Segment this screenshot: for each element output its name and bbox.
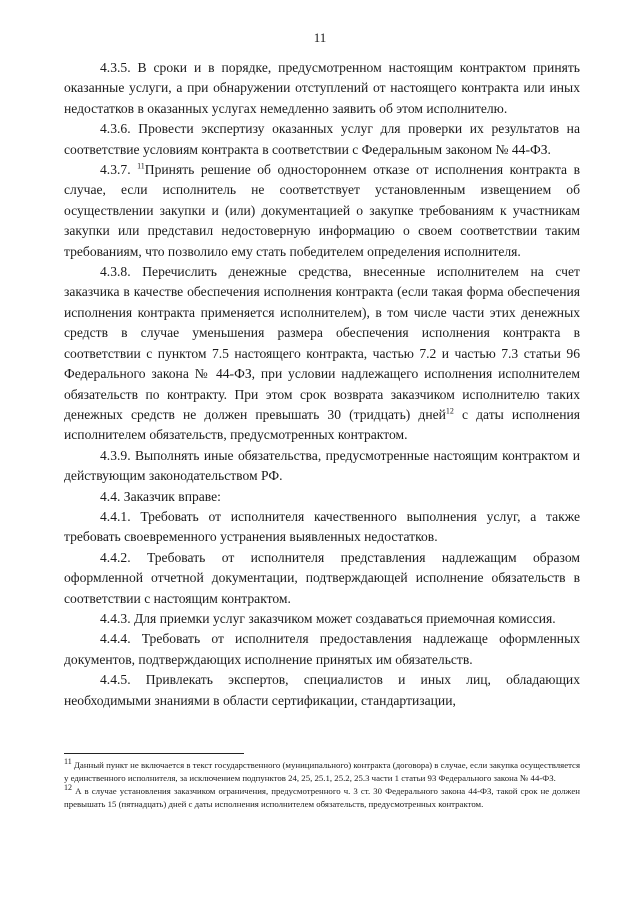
clause-4-4-5 (64, 670, 580, 711)
clause-text: 4.3.6. Провести экспертизу оказанных услуг для проверки их результатов на соответствие условиям контракта в соответствии с Федеральным законом № 44-ФЗ. (64, 121, 580, 157)
footnote-divider (64, 753, 244, 754)
clause-text: 4.3.8. Перечислить денежные средства, внесенные исполнителем на счет заказчика в качестве обеспечения исполнения контракта (если такая форма обеспечения исполнения контракта применяется исполнителем), в том числе части этих денежных средств в случае уменьшения размера обеспечения исполнения контракта в соответствии с пунктом 7.5 настоящего контракта, частью 7.2 и частью 7.3 статьи 96 Федерального закона № 44-ФЗ, при условии надлежащего исполнения исполнителем обязательств по контракту. При этом срок возврата заказчиком исполнителю таких денежных средств не должен превышать 30 (тридцать) дней (64, 264, 580, 422)
clause-4-4-3 (64, 609, 580, 629)
footnote-text: А в случае установления заказчиком ограничения, предусмотренного ч. 3 ст. 30 Федерального закона 44-ФЗ, такой срок не должен превышать 15 (пятнадцать) дней с даты исполнения исполнителем обязательств, предусмотренных контрактом. (64, 786, 580, 809)
clause-4-3-9 (64, 446, 580, 487)
clause-text: 4.4.5. Привлекать экспертов, специалистов и иных лиц, обладающих необходимыми знаниями в области сертификации, стандартизации, (64, 672, 580, 708)
clause-4-3-7 (64, 160, 580, 262)
footnote-text: Данный пункт не включается в текст государственного (муниципального) контракта (договора) в случае, если закупка осуществляется у единственного исполнителя, за исключением подпунктов 24, 25, 25.1, 25.2, 25.3 части 1 статьи 93 Федерального закона № 44-ФЗ. (64, 760, 580, 783)
clause-4-3-5 (64, 58, 580, 119)
clause-text: 4.4. Заказчик вправе: (100, 488, 221, 504)
clause-4-4-2 (64, 548, 580, 609)
footnote-ref-11: 11 (137, 161, 145, 171)
clause-text: 4.4.1. Требовать от исполнителя качественного выполнения услуг, а также требовать своевременного устранения выявленных недостатков. (64, 508, 580, 545)
footnote-12 (64, 785, 580, 811)
clause-4-4-4 (64, 629, 580, 670)
clause-4-3-6 (64, 119, 580, 160)
clause-4-4 (64, 487, 580, 507)
footnote-ref-12: 12 (445, 406, 454, 416)
clause-4-4-1 (64, 507, 580, 548)
footnote-mark: 11 (64, 757, 72, 767)
footnotes (64, 759, 580, 811)
page-number: 11 (313, 30, 327, 45)
clause-text: 4.4.4. Требовать от исполнителя предоставления надлежаще оформленных документов, подтверждающих исполнение принятых им обязательств. (64, 631, 580, 667)
clause-text: Принять решение об одностороннем отказе от исполнения контракта в случае, если исполнитель не соответствует установленным извещением об осуществлении закупки и (или) документацией о закупке требованиям к участникам закупки или представил недостоверную информацию о своем соответствии таким требованиям, что позволило ему стать победителем определения исполнителя. (64, 162, 581, 259)
clause-text: 4.4.3. Для приемки услуг заказчиком может создаваться приемочная комиссия. (100, 610, 556, 626)
clause-text: 4.3.9. Выполнять иные обязательства, предусмотренные настоящим контрактом и действующим законодательством РФ. (64, 447, 580, 484)
contract-body (64, 58, 580, 711)
clause-4-3-8 (64, 262, 580, 446)
footnote-11 (64, 759, 580, 785)
clause-number: 4.3.7. (100, 162, 138, 178)
clause-text-continued: с даты исполнения исполнителем обязательств, предусмотренных контрактом. (64, 406, 580, 443)
footnote-mark: 12 (64, 783, 72, 793)
clause-text: 4.4.2. Требовать от исполнителя представления надлежащим образом оформленной отчетной документации, подтверждающей исполнение обязательств в соответствии с настоящим контрактом. (64, 549, 580, 606)
clause-text: 4.3.5. В сроки и в порядке, предусмотренном настоящим контрактом принять оказанные услуги, а при обнаружении отступлений от настоящего контракта или иных недостатков в оказанных услугах немедленно заявить об этом исполнителю. (64, 60, 580, 116)
